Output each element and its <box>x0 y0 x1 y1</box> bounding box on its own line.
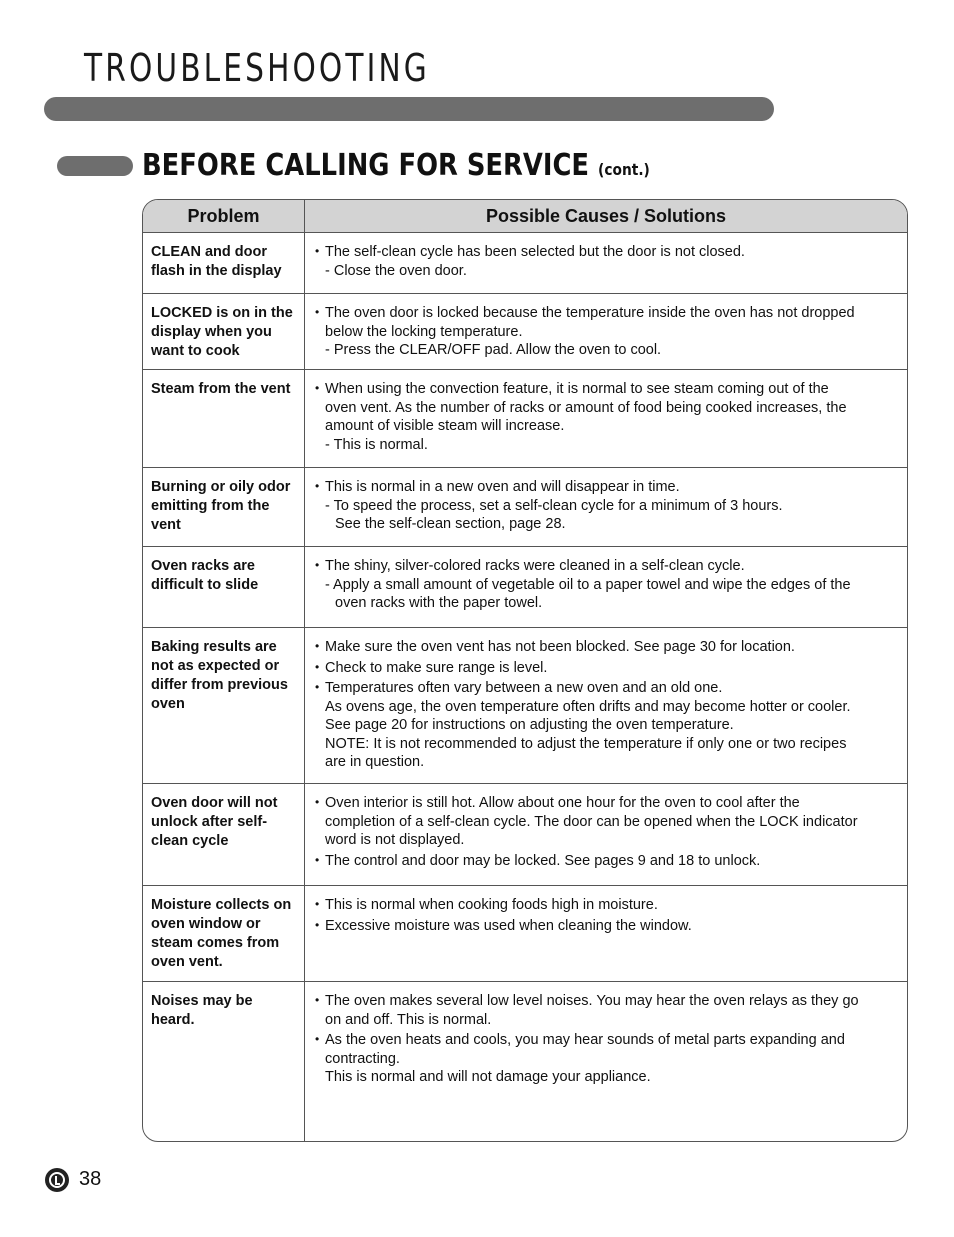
troubleshooting-table <box>142 199 908 1142</box>
causes-cell <box>305 547 907 627</box>
causes-cell <box>305 294 907 369</box>
solution-line: - Press the CLEAR/OFF pad. Allow the oven to cool. <box>325 342 662 358</box>
solution-line: below the locking temperature. <box>325 323 523 340</box>
solution-line: See the self-clean section, page 28. <box>335 516 566 532</box>
solution-line: oven racks with the paper towel. <box>335 595 543 611</box>
causes-cell <box>305 628 907 783</box>
solution-line: - Close the oven door. <box>325 262 467 279</box>
page-number: 38 <box>79 1168 102 1190</box>
solution-bullet: • The oven makes several low level noises. You may hear the oven relays as they go <box>315 992 899 1011</box>
solution-bullet: • The shiny, silver-colored racks were cleaned in a self-clean cycle. <box>315 557 899 576</box>
section-marker-pill <box>57 156 133 176</box>
problem-cell: Oven racks are difficult to slide <box>143 547 305 627</box>
solution-line: on and off. This is normal. <box>325 1011 492 1028</box>
table-row <box>143 233 907 294</box>
problem-cell: Noises may be heard. <box>143 982 305 1142</box>
title-divider-bar <box>44 97 774 121</box>
section-heading <box>142 148 650 183</box>
solution-bullet: • When using the convection feature, it is normal to see steam coming out of the <box>315 380 899 399</box>
problem-cell: LOCKED is on in the display when you want to cook <box>143 294 305 369</box>
solution-bullet: • Excessive moisture was used when cleaning the window. <box>315 917 899 936</box>
table-row <box>143 370 907 468</box>
causes-cell <box>305 233 907 293</box>
page-title: TROUBLESHOOTING <box>84 46 430 90</box>
table-row <box>143 886 907 982</box>
table-header <box>143 200 907 233</box>
solution-bullet: • As the oven heats and cools, you may hear sounds of metal parts expanding and <box>315 1031 899 1050</box>
header-problem: Problem <box>143 200 305 232</box>
solution-line: NOTE: It is not recommended to adjust the temperature if only one or two recipes <box>325 735 847 752</box>
lg-logo-icon <box>45 1168 69 1192</box>
problem-cell: CLEAN and door flash in the display <box>143 233 305 293</box>
solution-bullet: • The control and door may be locked. See pages 9 and 18 to unlock. <box>315 852 899 871</box>
section-heading-suffix: (cont.) <box>598 160 650 179</box>
causes-cell <box>305 468 907 546</box>
solution-bullet: • Temperatures often vary between a new oven and an old one. <box>315 679 899 698</box>
problem-cell: Baking results are not as expected or differ from previous oven <box>143 628 305 783</box>
causes-cell <box>305 784 907 885</box>
table-row <box>143 982 907 1142</box>
solution-line: oven vent. As the number of racks or amount of food being cooked increases, the <box>325 399 847 416</box>
causes-cell <box>305 886 907 981</box>
solution-line: completion of a self-clean cycle. The door can be opened when the LOCK indicator <box>325 813 858 830</box>
table-row <box>143 547 907 628</box>
solution-line: - This is normal. <box>325 436 428 453</box>
solution-line: are in question. <box>325 754 425 770</box>
table-row <box>143 468 907 547</box>
problem-cell: Burning or oily odor emitting from the vent <box>143 468 305 546</box>
solution-bullet: • The self-clean cycle has been selected but the door is not closed. <box>315 243 899 262</box>
problem-cell: Steam from the vent <box>143 370 305 467</box>
table-row <box>143 628 907 784</box>
solution-line: This is normal and will not damage your appliance. <box>325 1069 651 1085</box>
solution-line: As ovens age, the oven temperature often drifts and may become hotter or cooler. <box>325 698 851 715</box>
solution-line: word is not displayed. <box>325 832 465 848</box>
section-heading-text: BEFORE CALLING FOR SERVICE <box>142 148 590 183</box>
problem-cell: Moisture collects on oven window or steam comes from oven vent. <box>143 886 305 981</box>
solution-line: - To speed the process, set a self-clean cycle for a minimum of 3 hours. <box>325 497 783 514</box>
solution-bullet: • This is normal in a new oven and will disappear in time. <box>315 478 899 497</box>
solution-bullet: • Check to make sure range is level. <box>315 659 899 678</box>
header-causes: Possible Causes / Solutions <box>485 205 727 226</box>
solution-line: See page 20 for instructions on adjusting the oven temperature. <box>325 717 734 733</box>
problem-cell: Oven door will not unlock after self-clean cycle <box>143 784 305 885</box>
solution-bullet: • Make sure the oven vent has not been blocked. See page 30 for location. <box>315 638 899 657</box>
solution-bullet: • The oven door is locked because the temperature inside the oven has not dropped <box>315 304 899 323</box>
solution-bullet: • This is normal when cooking foods high in moisture. <box>315 896 899 915</box>
causes-cell <box>305 982 907 1142</box>
solution-line: - Apply a small amount of vegetable oil to a paper towel and wipe the edges of the <box>325 576 851 593</box>
table-body <box>143 233 907 1142</box>
solution-line: contracting. <box>325 1050 400 1067</box>
causes-cell <box>305 370 907 467</box>
table-row <box>143 294 907 370</box>
solution-bullet: • Oven interior is still hot. Allow about one hour for the oven to cool after the <box>315 794 899 813</box>
solution-line: amount of visible steam will increase. <box>325 418 565 434</box>
table-row <box>143 784 907 886</box>
